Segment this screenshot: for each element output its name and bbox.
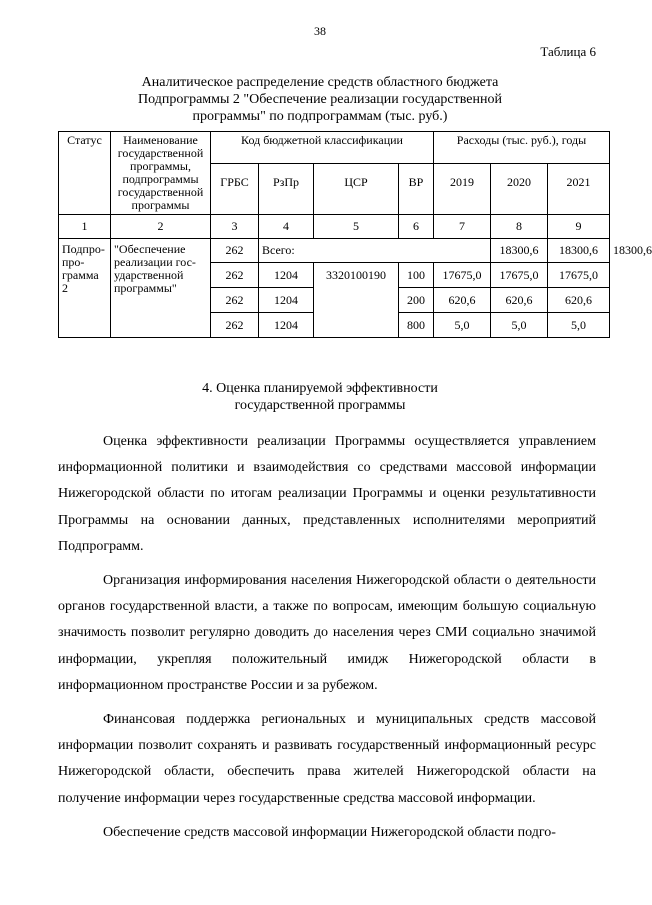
value-2020-cell: 620,6: [491, 288, 548, 313]
col-number: 1: [59, 215, 111, 239]
vr-cell: 800: [399, 313, 434, 338]
header-budget-code: Код бюджетной классификации: [211, 132, 434, 164]
col-number: 8: [491, 215, 548, 239]
caption-line-1: Аналитическое распределение средств областного бюджета: [141, 75, 499, 90]
value-2021-cell: 5,0: [548, 313, 610, 338]
table-caption: [60, 74, 580, 125]
total-label-cell: Всего:: [259, 239, 491, 263]
vr-cell: 200: [399, 288, 434, 313]
header-grbs: ГРБС: [211, 164, 259, 215]
grbs-cell: 262: [211, 263, 259, 288]
col-number: 3: [211, 215, 259, 239]
caption-line-3: программы" по подпрограммам (тыс. руб.): [192, 109, 448, 124]
header-name: Наименование государственной программы, подпрограммы государственной программы: [111, 132, 211, 215]
col-number: 5: [314, 215, 399, 239]
value-2019-cell: 17675,0: [434, 263, 491, 288]
header-row-1: [59, 132, 610, 164]
header-rzpr: РзПр: [259, 164, 314, 215]
header-expenses: Расходы (тыс. руб.), годы: [434, 132, 610, 164]
header-2020: 2020: [491, 164, 548, 215]
header-status: Статус: [59, 132, 111, 215]
grbs-cell: 262: [211, 313, 259, 338]
section-heading: [0, 380, 640, 414]
col-number: 6: [399, 215, 434, 239]
value-2021-cell: 620,6: [548, 288, 610, 313]
header-csr: ЦСР: [314, 164, 399, 215]
program-name-cell: "Обеспечение реализации государственной программы": [111, 239, 211, 338]
caption-line-2: Подпрограммы 2 "Обеспечение реализации государственной: [138, 92, 502, 107]
value-2019-cell: 5,0: [434, 313, 491, 338]
value-2019-cell: 18300,6: [491, 239, 548, 263]
paragraph: Оценка эффективности реализации Программы осуществляется управлением информационной политики и взаимодействия со средствами массовой информации Нижегородской области по итогам реализации Программы и оценки результативности Программы на основании данных, представленных исполнителями мероприятий Подпрограмм.: [58, 434, 596, 554]
paragraph: Организация информирования населения Нижегородской области о деятельности органов государственной власти, а также по вопросам, имеющим большую социальную значимость позволит регулярно доводить до населения через СМИ социально значимой информации, укрепляя положительный имидж Нижегородской области в информационном пространстве России и за рубежом.: [58, 573, 596, 693]
csr-cell: 3320100190: [314, 263, 399, 338]
budget-table: [58, 131, 652, 338]
grbs-cell: 262: [211, 239, 259, 263]
value-2021-cell: 17675,0: [548, 263, 610, 288]
value-2019-cell: 620,6: [434, 288, 491, 313]
table-row: Подпропрограмма 2 "Обеспечение реализации государственной программы" 262 Всего: 18300,6 18300,6 18300,6: [59, 239, 610, 263]
paragraph: Финансовая поддержка региональных и муниципальных средств массовой информации позволит сохранять и развивать государственный информационный ресурс Нижегородской области, обеспечить права жителей Нижегородской области на получение информации через государственные средства массовой информации.: [58, 712, 596, 806]
page-number: 38: [314, 24, 326, 38]
col-number: 4: [259, 215, 314, 239]
value-2020-cell: 18300,6: [548, 239, 610, 263]
vr-cell: 100: [399, 263, 434, 288]
status-cell: Подпропрограмма 2: [59, 239, 111, 338]
col-number: 9: [548, 215, 610, 239]
value-2020-cell: 17675,0: [491, 263, 548, 288]
table-label: Таблица 6: [540, 44, 596, 59]
col-number: 2: [111, 215, 211, 239]
rzpr-cell: 1204: [259, 313, 314, 338]
rzpr-cell: 1204: [259, 263, 314, 288]
col-number: 7: [434, 215, 491, 239]
value-2020-cell: 5,0: [491, 313, 548, 338]
column-number-row: [59, 215, 610, 239]
grbs-cell: 262: [211, 288, 259, 313]
rzpr-cell: 1204: [259, 288, 314, 313]
section-heading-line-2: государственной программы: [234, 398, 406, 413]
header-vr: ВР: [399, 164, 434, 215]
paragraph: Обеспечение средств массовой информации Нижегородской области подго-: [103, 824, 556, 840]
header-2019: 2019: [434, 164, 491, 215]
header-2021: 2021: [548, 164, 610, 215]
section-heading-line-1: 4. Оценка планируемой эффективности: [202, 381, 438, 396]
body-text: [58, 429, 596, 854]
